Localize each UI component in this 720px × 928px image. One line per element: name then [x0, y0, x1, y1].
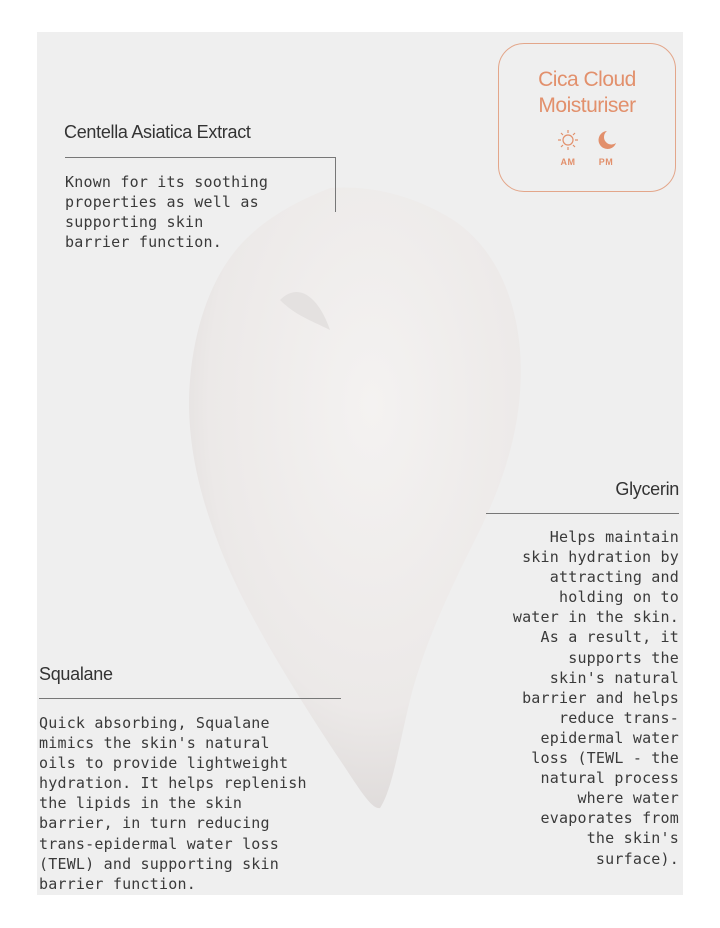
- ingredient-description-centella: Known for its soothing properties as well as supporting skin barrier function.: [65, 173, 269, 252]
- divider: [335, 157, 336, 212]
- ingredient-description-glycerin: Helps maintain skin hydration by attracting and holding on to water in the skin. As a result, it supports the skin's natural barrier and helps reduce trans- epidermal water loss (TEWL - the natural process where water evaporates from the skin's surface).: [512, 528, 679, 868]
- pm-label: PM: [598, 157, 614, 167]
- am-label: AM: [560, 157, 576, 167]
- product-name-line1: Cica Cloud: [538, 68, 636, 91]
- divider: [65, 157, 336, 158]
- ingredient-name-centella: Centella Asiatica Extract: [64, 122, 251, 142]
- sun-icon: [557, 129, 579, 151]
- ingredient-description-squalane: Quick absorbing, Squalane mimics the skin's natural oils to provide lightweight hydration. It helps replenish the lipids in the skin barrier, in turn reducing trans-epidermal water loss (TEWL) and supporting skin barrier function.: [39, 714, 307, 893]
- product-name-line2: Moisturiser: [538, 94, 636, 117]
- divider: [39, 698, 341, 699]
- moon-icon: [595, 129, 617, 151]
- product-badge: [498, 43, 676, 192]
- ingredient-name-squalane: Squalane: [39, 664, 113, 684]
- divider: [486, 513, 679, 514]
- ingredient-name-glycerin: Glycerin: [615, 479, 679, 499]
